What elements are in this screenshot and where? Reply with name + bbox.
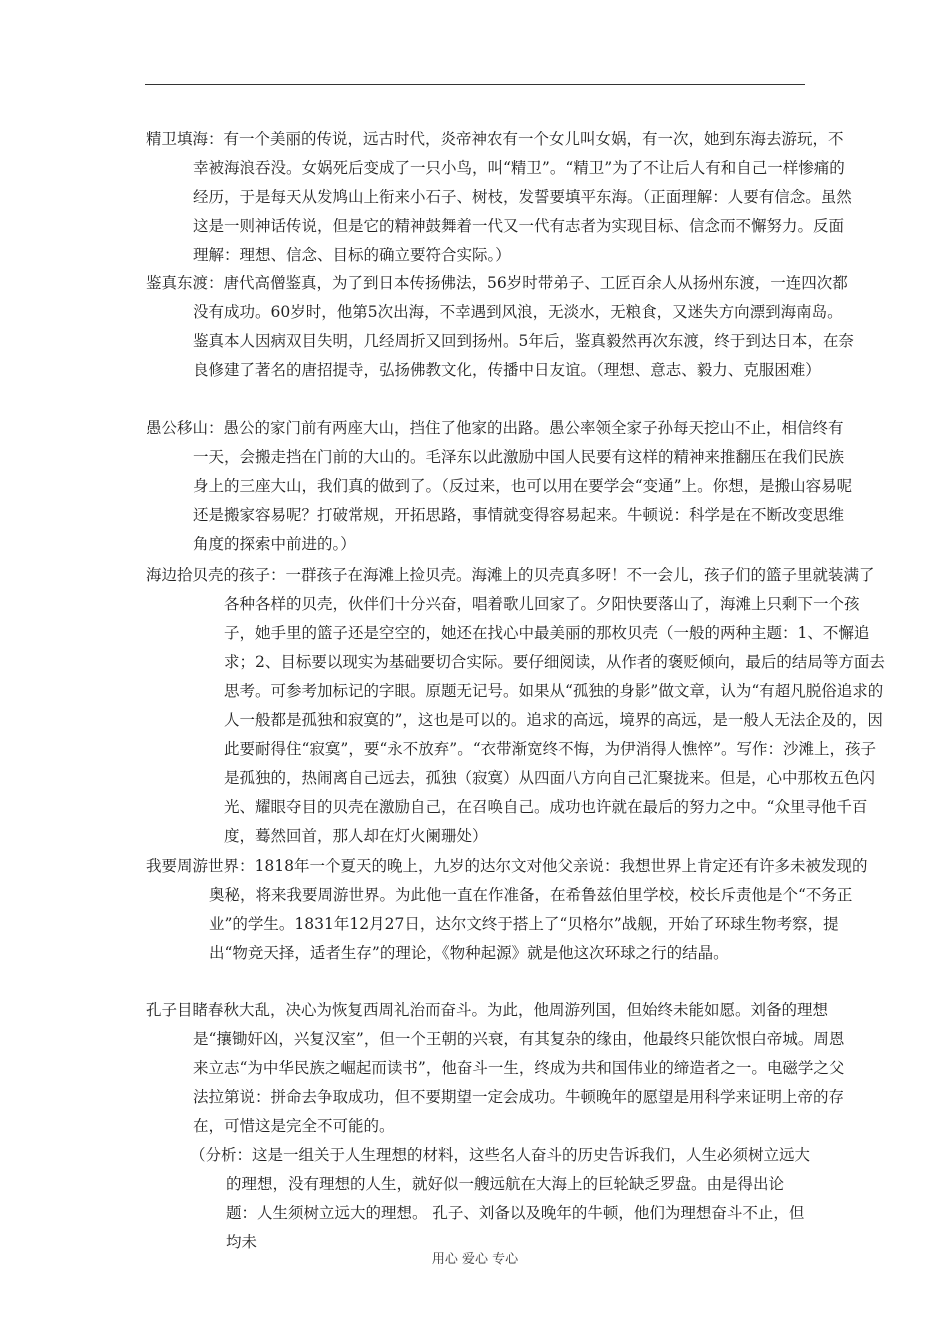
analysis-paragraph — [190, 1141, 810, 1257]
entry-jingwei — [146, 125, 857, 270]
header-rule — [145, 84, 805, 85]
entry-shells — [146, 561, 888, 851]
page-footer: 用心 爱心 专心 — [431, 1252, 519, 1267]
entry-darwin-text: 我要周游世界：1818年一个夏天的晚上，九岁的达尔文对他父亲说：我想世界上肯定还有许多未被发现的奥秘，将来我要周游世界。为此他一直在作准备，在希鲁兹伯里学校，校长斥责他是个“不务正业”的学生。1831年12月27日，达尔文终于搭上了“贝格尔”战舰，开始了环球生物考察，提出“物竞天择，适者生存”的理论，《物种起源》就是他这次环球之行的结晶。 — [146, 857, 868, 962]
entry-jianzhen — [146, 269, 857, 385]
entry-jianzhen-text: 鉴真东渡：唐代高僧鉴真，为了到日本传扬佛法，56岁时带弟子、工匠百余人从扬州东渡，一连四次都没有成功。60岁时，他第5次出海，不幸遇到风浪，无淡水，无粮食，又迷失方向漂到海南岛。鉴真本人因病双目失明，几经周折又回到扬州。5年后，鉴真毅然再次东渡，终于到达日本，在奈良修建了著名的唐招提寺，弘扬佛教文化，传播中日友谊。（理想、意志、毅力、克服困难） — [146, 274, 854, 379]
entry-shells-text: 海边拾贝壳的孩子：一群孩子在海滩上捡贝壳。海滩上的贝壳真多呀！不一会儿，孩子们的篮子里就装满了各种各样的贝壳，伙伴们十分兴奋，唱着歌儿回家了。夕阳快要落山了，海滩上只剩下一个孩子，她手里的篮子还是空空的，她还在找心中最美丽的那枚贝壳（一般的两种主题：1、不懈追求；2、目标要以现实为基础要切合实际。要仔细阅读，从作者的褒贬倾向，最后的结局等方面去思考。可参考加标记的字眼。原题无记号。如果从“孤独的身影”做文章，认为“有超凡脱俗追求的人一般都是孤独和寂寞的”，这也是可以的。追求的高远，境界的高远，是一般人无法企及的，因此要耐得住“寂寞”，要“永不放弃”。“衣带渐宽终不悔，为伊消得人憔悴”。写作：沙滩上，孩子是孤独的，热闹离自己远去，孤独（寂寞）从四面八方向自己汇聚拢来。但是，心中那枚五色闪光、耀眼夺目的贝壳在激励自己，在召唤自己。成功也许就在最后的努力之中。“众里寻他千百度，蓦然回首，那人却在灯火阑珊处） — [146, 566, 885, 845]
entry-confucius — [146, 996, 857, 1141]
entry-confucius-text: 孔子目睹春秋大乱，决心为恢复西周礼治而奋斗。为此，他周游列国，但始终未能如愿。刘备的理想是“攘锄奸凶，兴复汉室”，但一个王朝的兴衰，有其复杂的缘由，他最终只能饮恨白帝城。周恩来立志“为中华民族之崛起而读书”，他奋斗一生，终成为共和国伟业的缔造者之一。电磁学之父法拉第说：拼命去争取成功，但不要期望一定会成功。牛顿晚年的愿望是用科学来证明上帝的存在，可惜这是完全不可能的。 — [146, 1001, 845, 1135]
analysis-text: （分析：这是一组关于人生理想的材料，这些名人奋斗的历史告诉我们，人生必须树立远大的理想，没有理想的人生，就好似一艘远航在大海上的巨轮缺乏罗盘。由是得出论题：人生须树立远大的理想。 孔子、刘备以及晚年的牛顿，他们为理想奋斗不止，但均未 — [190, 1146, 811, 1251]
entry-jingwei-text: 精卫填海：有一个美丽的传说，远古时代，炎帝神农有一个女儿叫女娲，有一次，她到东海去游玩，不幸被海浪吞没。女娲死后变成了一只小鸟，叫“精卫”。“精卫”为了不让后人有和自己一样惨痛的经历，于是每天从发鸠山上衔来小石子、树枝，发誓要填平东海。（正面理解：人要有信念。虽然这是一则神话传说，但是它的精神鼓舞着一代又一代有志者为实现目标、信念而不懈努力。反面理解：理想、信念、目标的确立要符合实际。） — [146, 130, 852, 264]
entry-darwin — [146, 852, 873, 968]
entry-yugong — [146, 414, 857, 559]
entry-yugong-text: 愚公移山：愚公的家门前有两座大山，挡住了他家的出路。愚公率领全家子孙每天挖山不止，相信终有一天，会搬走挡在门前的大山的。毛泽东以此激励中国人民要有这样的精神来推翻压在我们民族身上的三座大山，我们真的做到了。（反过来，也可以用在要学会“变通”上。你想，是搬山容易呢还是搬家容易呢？打破常规，开拓思路，事情就变得容易起来。牛顿说：科学是在不断改变思维角度的探索中前进的。） — [146, 419, 853, 553]
